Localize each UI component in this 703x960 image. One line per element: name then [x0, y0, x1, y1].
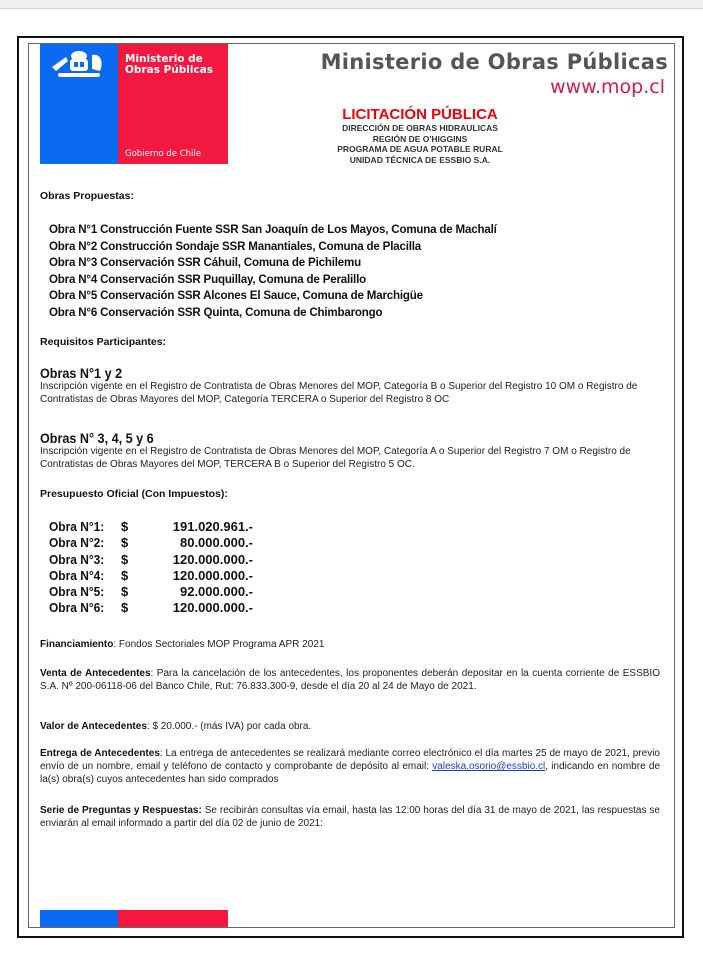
requisitos-group-title: Obras N°1 y 2	[40, 365, 123, 381]
logo-ministry-line2: Obras Públicas	[125, 64, 214, 76]
requisitos-group	[40, 365, 660, 406]
requisitos-group-text: Inscripción vigente en el Registro de Contratista de Obras Menores del MOP, Categoría A o Superior del Registro 7 OM o Registro de Contratistas de Obras Mayores del MOP, TERCERA B o Superior del Registro 5 OC.	[40, 446, 631, 470]
requisitos-group-text: Inscripción vigente en el Registro de Contratista de Obras Menores del MOP, Categoría B o Superior del Registro 10 OM o Registro de Contratistas de Obras Mayores del MOP, Categoría TERCERA o Superior del Registro 8 OC	[40, 381, 638, 405]
footer-blue-stripe	[40, 910, 118, 927]
venta-paragraph	[40, 667, 660, 693]
coat-of-arms-icon	[48, 47, 110, 81]
logo-ministry-name	[125, 54, 213, 76]
entrega-text: : La entrega de antecedentes se realizará mediante correo electrónico el día martes 25 de mayo de 2021, previo envío de un nombre, email y teléfono de contacto y comprobante de depósito al email:	[40, 748, 660, 772]
requisitos-group	[40, 430, 660, 471]
tender-subtitle-line: REGIÓN DE O'HIGGINS	[372, 133, 468, 144]
entrega-text-after: , indicando en nombre de la(s) obra(s) cuyos antecedentes han sido comprados	[40, 761, 661, 785]
budget-label: Obra N°4:	[49, 567, 105, 583]
budget-row	[49, 568, 253, 584]
venta-text: : Para la cancelación de los antecedentes, los proponentes deberán depositar en la cuenta corriente de ESSBIO S.A. Nº 200-06118-06 del Banco Chile, Rut: 76.833.300-9, desde el día 20 al 24 de Mayo de 2021.	[40, 668, 660, 692]
document-inner-border	[28, 43, 675, 928]
budget-row	[49, 552, 253, 568]
valor-label: Valor de Antecedentes	[40, 721, 147, 732]
obra-item: Obra N°1 Construcción Fuente SSR San Joaquín de Los Mayos, Comuna de Machalí	[49, 222, 497, 236]
contact-email-link[interactable]: valeska.osorio@essbio.cl	[432, 761, 546, 772]
budget-row	[49, 535, 253, 551]
tender-subtitle-line: DIRECCIÓN DE OBRAS HIDRAULICAS	[342, 123, 498, 133]
ministry-title: Ministerio de Obras Públicas	[320, 50, 668, 74]
valor-text: : $ 20.000.- (más IVA) por cada obra.	[146, 721, 312, 732]
obras-propuestas-heading: Obras Propuestas:	[40, 190, 134, 202]
budget-label: Obra N°2:	[49, 535, 105, 551]
tender-subtitle-line: PROGRAMA DE AGUA POTABLE RURAL	[337, 144, 503, 154]
obra-item: Obra N°4 Conservación SSR Puquillay, Comuna de Peralillo	[49, 271, 366, 286]
budget-label: Obra N°3:	[49, 551, 105, 567]
preguntas-text: Se recibirán consultas vía email, hasta las 12:00 horas del día 31 de mayo de 2021, las respuestas se enviarán al email informado a partir del día 02 de junio de 2021:	[40, 805, 660, 829]
entrega-label: Entrega de Antecedentes	[40, 748, 160, 759]
budget-row	[49, 584, 253, 600]
footer-red-stripe	[118, 910, 228, 927]
presupuesto-table	[49, 519, 253, 617]
budget-amount: 92.000.000.-	[179, 584, 253, 600]
budget-currency: $	[121, 567, 129, 583]
budget-amount: 191.020.961.-	[172, 519, 253, 534]
budget-currency: $	[121, 519, 129, 534]
budget-amount: 120.000.000.-	[172, 567, 253, 583]
gobierno-de-chile-logo	[40, 44, 228, 164]
tender-header	[285, 106, 555, 165]
valor-paragraph	[40, 720, 660, 733]
budget-currency: $	[121, 584, 129, 600]
budget-label: Obra N°5:	[49, 584, 105, 600]
requisitos-heading: Requisitos Participantes:	[40, 336, 167, 348]
financiamiento-text: : Fondos Sectoriales MOP Programa APR 2021	[113, 639, 325, 650]
footer-flag-bar	[40, 910, 228, 927]
budget-row	[49, 600, 253, 616]
preguntas-label: Serie de Preguntas y Respuestas:	[40, 805, 202, 816]
budget-currency: $	[121, 551, 129, 567]
budget-label: Obra N°1:	[49, 519, 105, 534]
financiamiento-paragraph	[40, 638, 660, 651]
budget-label: Obra N°6:	[49, 600, 105, 616]
tender-subtitle-line: UNIDAD TÉCNICA DE ESSBIO S.A.	[349, 154, 491, 165]
venta-label: Venta de Antecedentes	[40, 668, 151, 679]
budget-amount: 120.000.000.-	[172, 600, 253, 616]
preguntas-paragraph	[40, 804, 660, 830]
obra-item: Obra N°6 Conservación SSR Quinta, Comuna de Chimbarongo	[49, 304, 383, 319]
budget-currency: $	[121, 600, 129, 616]
tender-title: LICITACIÓN PÚBLICA	[342, 106, 498, 123]
budget-amount: 120.000.000.-	[172, 551, 253, 567]
budget-amount: 80.000.000.-	[179, 535, 253, 551]
obra-item: Obra N°3 Conservación SSR Cáhuil, Comuna de Pichilemu	[49, 255, 361, 269]
obra-item: Obra N°5 Conservación SSR Alcones El Sauce, Comuna de Marchigüe	[49, 288, 423, 302]
obras-propuestas-list	[49, 221, 660, 320]
logo-ministry-line1: Ministerio de	[125, 53, 203, 65]
viewer-top-bar	[0, 0, 703, 9]
obra-item: Obra N°2 Construcción Sondaje SSR Manantiales, Comuna de Placilla	[49, 238, 422, 253]
budget-currency: $	[121, 535, 129, 551]
entrega-paragraph	[40, 747, 660, 786]
budget-row	[49, 519, 253, 535]
financiamiento-label: Financiamiento	[40, 639, 114, 650]
ministry-website: www.mop.cl	[550, 76, 665, 98]
logo-government-label: Gobierno de Chile	[125, 149, 202, 159]
document-body	[40, 190, 661, 829]
presupuesto-heading: Presupuesto Oficial (Con Impuestos):	[40, 488, 228, 500]
requisitos-group-title: Obras N° 3, 4, 5 y 6	[40, 430, 154, 446]
